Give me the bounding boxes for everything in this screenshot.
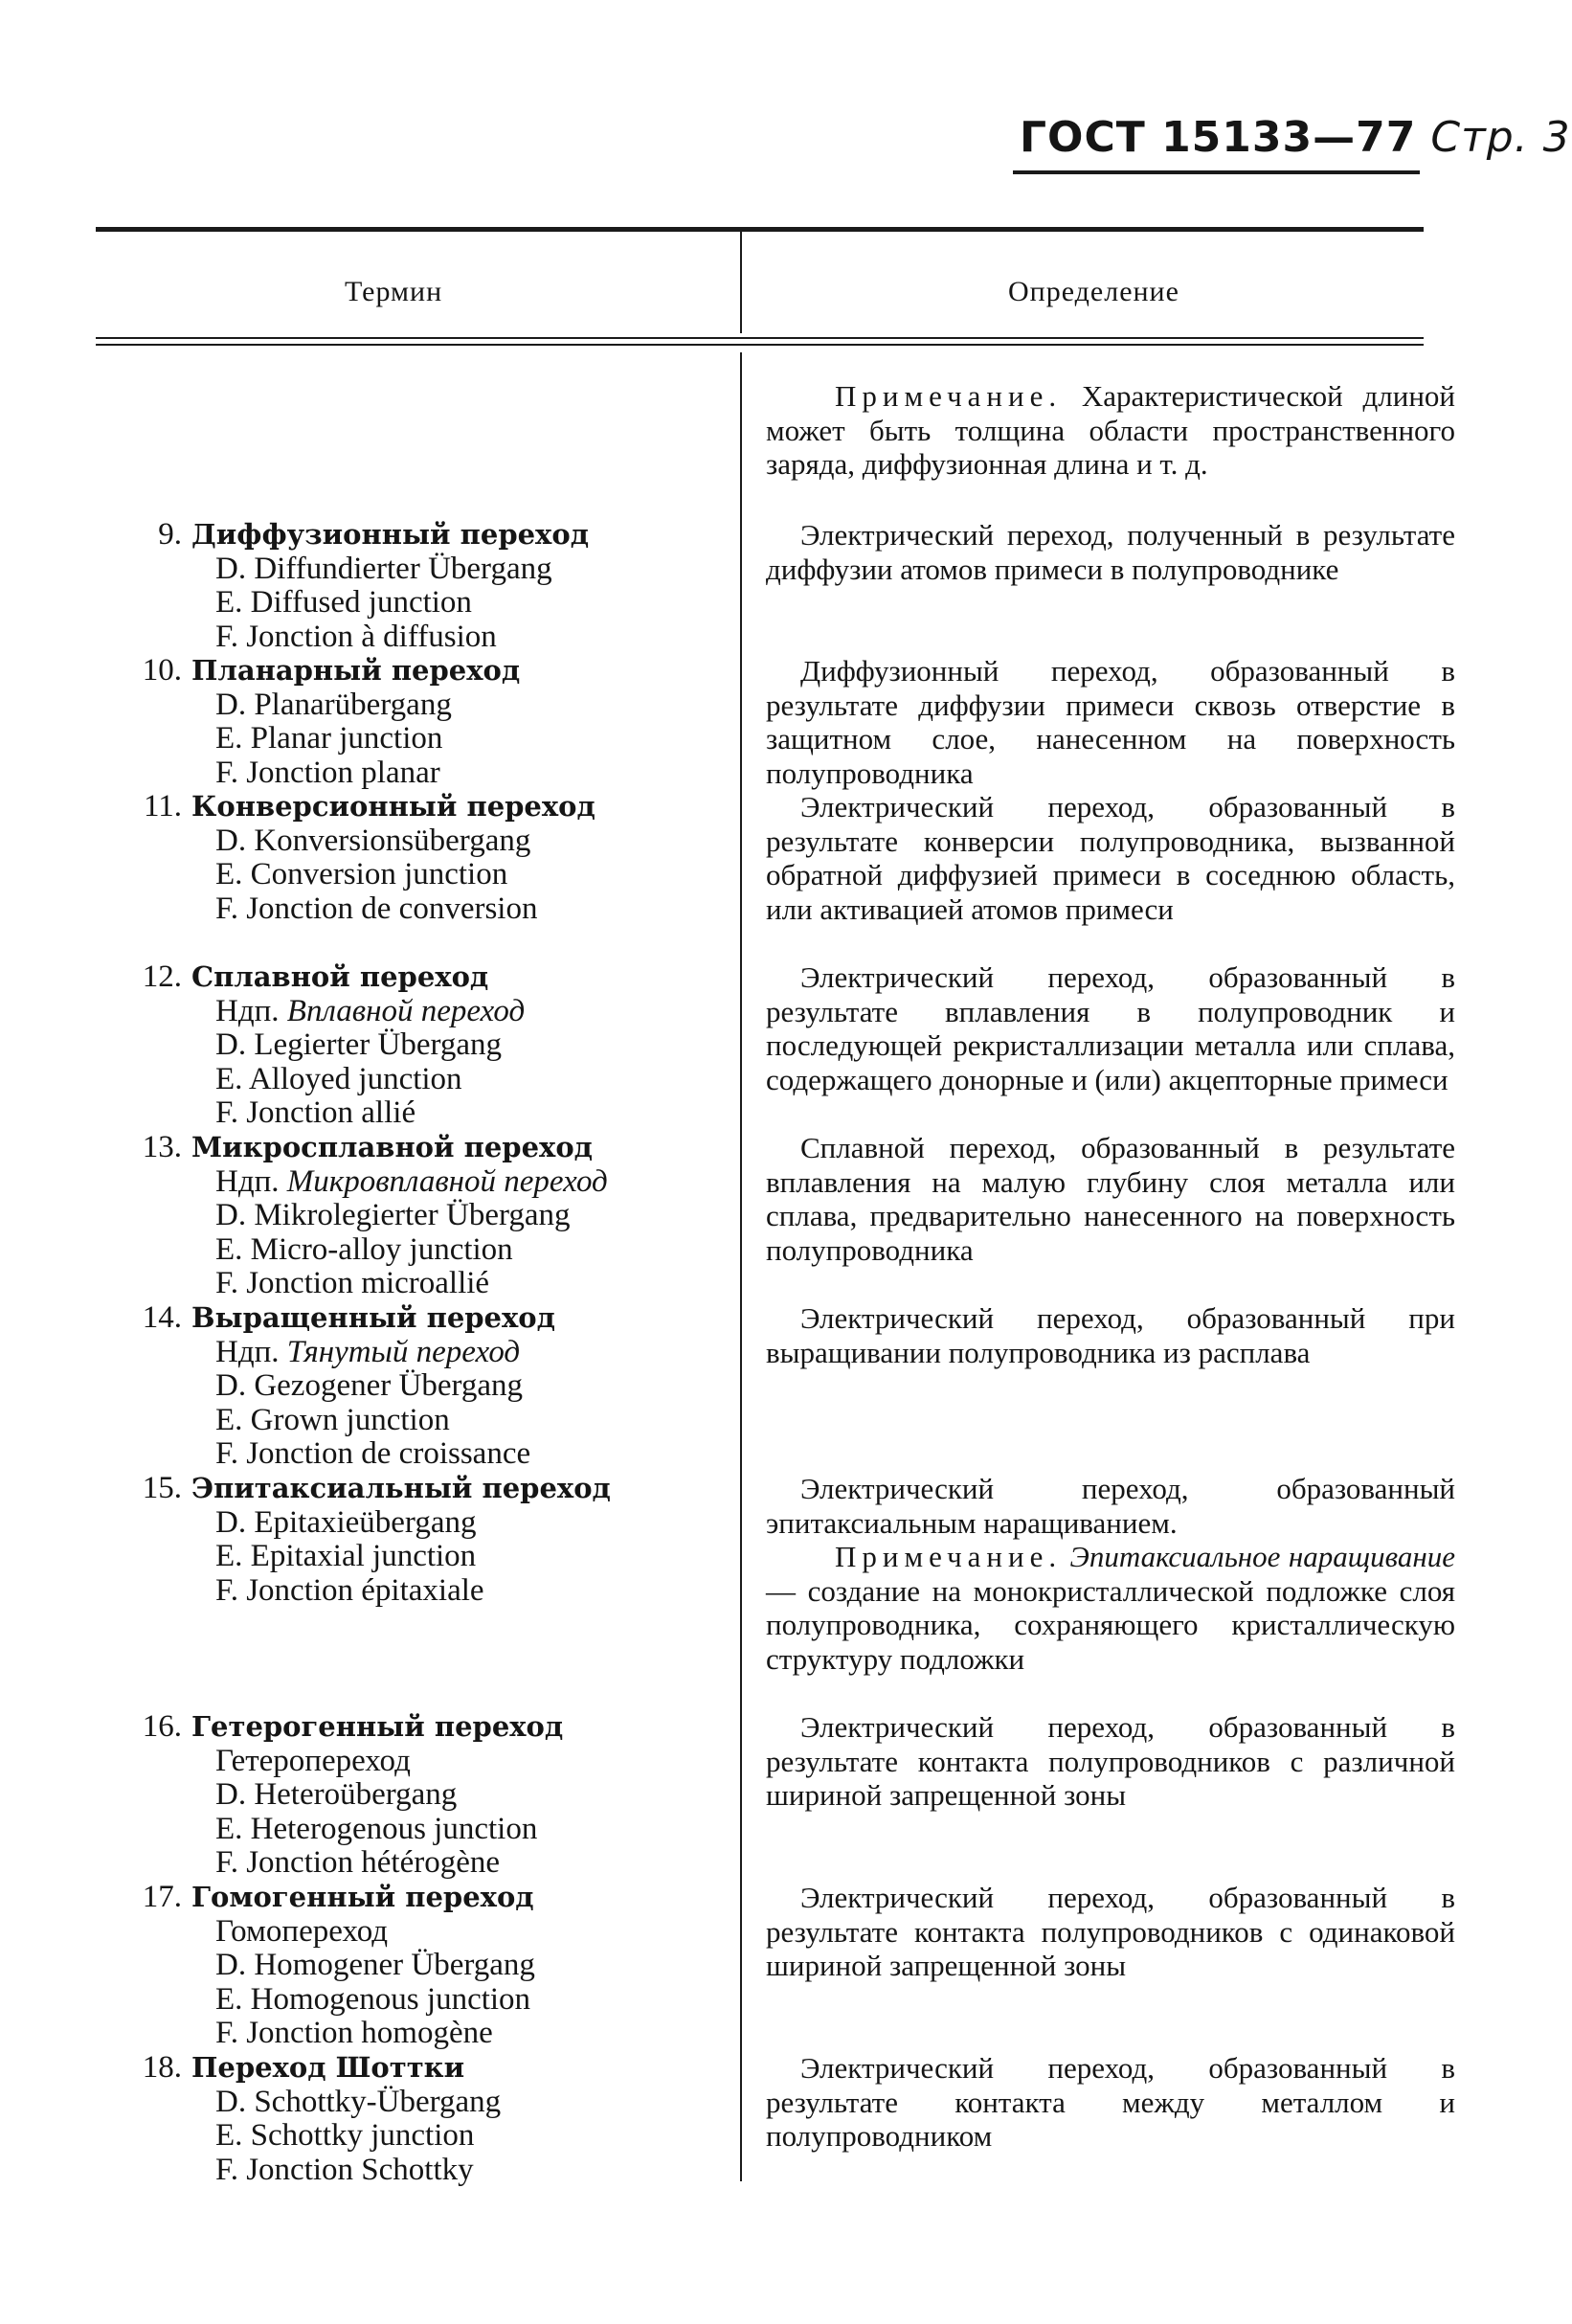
term-fr: F. Jonction épitaxiale xyxy=(215,1573,484,1608)
table-head-rule-2 xyxy=(96,344,1424,346)
term-en: E. Epitaxial junction xyxy=(215,1539,477,1573)
term-ru: Эпитаксиальный переход xyxy=(191,1472,611,1504)
definition-15: Электрический переход, образованный эпитаксиальным наращиванием. xyxy=(766,1472,1455,1540)
table-head-rule-1 xyxy=(96,337,1424,339)
column-header-definition: Определение xyxy=(1008,276,1179,307)
definition-9: Электрический переход, полученный в результате диффузии атомов примеси в полупроводнике xyxy=(766,518,1455,586)
term-fr: F. Jonction homogène xyxy=(215,2016,493,2050)
term-number: 16. xyxy=(142,1709,182,1744)
term-de: D. Schottky-Übergang xyxy=(215,2085,502,2119)
term-fr: F. Jonction allié xyxy=(215,1095,416,1130)
term-de: D. Epitaxieübergang xyxy=(215,1505,477,1540)
column-divider-body xyxy=(740,352,742,2181)
term-number: 18. xyxy=(142,2050,182,2085)
term-ru: Переход Шоттки xyxy=(191,2051,465,2084)
definition-16: Электрический переход, образованный в результате контакта полупроводников с различной шириной запрещенной зоны xyxy=(766,1710,1455,1813)
definition-12: Электрический переход, образованный в результате вплавления в полупроводник и последующей рекристаллизации металла или сплава, содержащего донорные и (или) акцепторные примеси xyxy=(766,960,1455,1096)
term-ndp: Ндп. Вплавной переход xyxy=(215,994,526,1028)
term-ru: Диффузионный переход xyxy=(191,518,590,551)
term-number: 15. xyxy=(142,1471,182,1505)
term-number: 12. xyxy=(142,959,182,994)
term-de: D. Legierter Übergang xyxy=(215,1027,503,1062)
definition-18: Электрический переход, образованный в результате контакта между металлом и полупроводником xyxy=(766,2051,1455,2154)
definition-11: Электрический переход, образованный в результате конверсии полупроводника, вызванной обратной диффузией примеси в соседнюю область, или активацией атомов примеси xyxy=(766,790,1455,926)
table-top-rule xyxy=(96,227,1424,232)
term-en: E. Schottky junction xyxy=(215,2118,475,2153)
term-en: E. Grown junction xyxy=(215,1403,450,1437)
term-en: E. Heterogenous junction xyxy=(215,1812,538,1846)
term-ru: Сплавной переход xyxy=(191,960,489,993)
term-ru: Конверсионный переход xyxy=(191,790,595,823)
term-synonym: Гомопереход xyxy=(215,1914,389,1949)
term-fr: F. Jonction de croissance xyxy=(215,1436,531,1471)
term-synonym: Гетеропереход xyxy=(215,1744,411,1778)
term-number: 13. xyxy=(142,1130,182,1164)
term-en: E. Alloyed junction xyxy=(215,1062,462,1096)
term-number: 11. xyxy=(143,789,182,824)
page-number: Стр. 3 xyxy=(1430,113,1571,162)
term-en: E. Planar junction xyxy=(215,721,443,756)
term-fr: F. Jonction à diffusion xyxy=(215,620,497,654)
definition-13: Сплавной переход, образованный в результате вплавления на малую глубину слоя металла или сплава, предварительно нанесенного на поверхность полупроводника xyxy=(766,1131,1455,1267)
term-de: D. Diffundierter Übergang xyxy=(215,552,552,586)
term-ndp: Ндп. Микровплавной переход xyxy=(215,1164,608,1199)
term-number: 9. xyxy=(158,517,182,552)
term-fr: F. Jonction de conversion xyxy=(215,891,538,926)
term-ru: Гетерогенный переход xyxy=(191,1710,564,1743)
term-ru: Планарный переход xyxy=(191,654,521,687)
term-de: D. Konversionsübergang xyxy=(215,824,531,858)
term-ndp: Ндп. Тянутый переход xyxy=(215,1335,521,1369)
term-fr: F. Jonction hétérogène xyxy=(215,1845,501,1880)
term-de: D. Planarübergang xyxy=(215,688,452,722)
term-en: E. Conversion junction xyxy=(215,857,508,891)
definition-14: Электрический переход, образованный при выращивании полупроводника из расплава xyxy=(766,1301,1455,1369)
term-number: 14. xyxy=(142,1300,182,1335)
term-number: 17. xyxy=(142,1880,182,1914)
term-en: E. Homogenous junction xyxy=(215,1982,531,2017)
term-number: 10. xyxy=(142,653,182,688)
term-fr: F. Jonction planar xyxy=(215,756,440,790)
column-header-term: Термин xyxy=(345,276,443,307)
term-ru: Микросплавной переход xyxy=(191,1131,593,1163)
term-ru: Выращенный переход xyxy=(191,1301,555,1334)
column-divider-head xyxy=(740,230,742,333)
definition-10: Диффузионный переход, образованный в результате диффузии примеси сквозь отверстие в защитном слое, нанесенном на поверхность полупроводника xyxy=(766,654,1455,790)
definition-17: Электрический переход, образованный в результате контакта полупроводников с одинаковой шириной запрещенной зоны xyxy=(766,1881,1455,1983)
term-fr: F. Jonction Schottky xyxy=(215,2153,474,2187)
pre-note: Примечание. Характеристической длиной может быть толщина области пространственного заряда, диффузионная длина и т. д. xyxy=(766,379,1456,482)
standard-number: ГОСТ 15133—77 xyxy=(1020,113,1417,162)
page-header xyxy=(1020,113,1571,162)
term-de: D. Heteroübergang xyxy=(215,1777,458,1812)
note-15: Примечание. Эпитаксиальное наращивание— создание на монокристаллической подложке слоя полупроводника, сохраняющего кристаллическую структуру подложки xyxy=(766,1540,1455,1676)
term-de: D. Homogener Übergang xyxy=(215,1948,535,1982)
term-en: E. Micro-alloy junction xyxy=(215,1232,513,1267)
term-en: E. Diffused junction xyxy=(215,585,472,620)
term-de: D. Mikrolegierter Übergang xyxy=(215,1198,571,1232)
term-de: D. Gezogener Übergang xyxy=(215,1368,524,1403)
header-underline xyxy=(1013,170,1420,174)
term-ru: Гомогенный переход xyxy=(191,1881,534,1913)
term-fr: F. Jonction microallié xyxy=(215,1266,490,1300)
